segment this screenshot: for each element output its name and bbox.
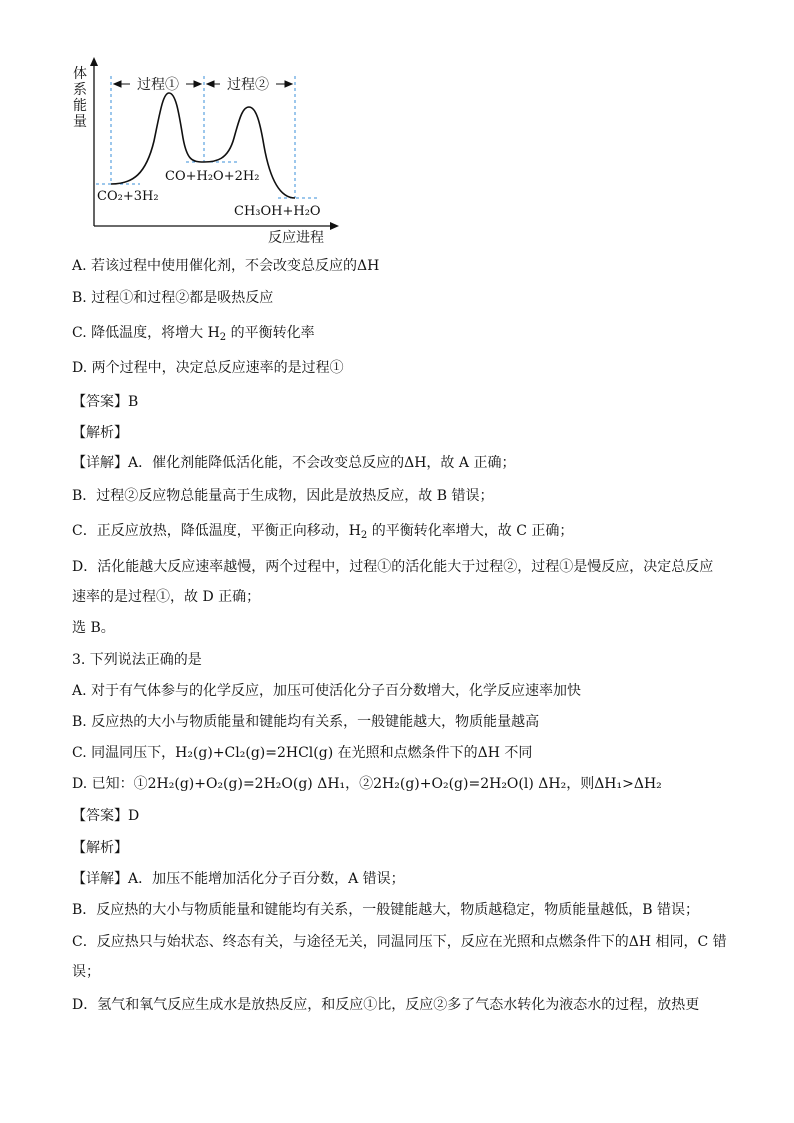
q2-detail-3: [72, 521, 792, 546]
q2-detail-4: D．活化能越大反应速率越慢，两个过程中，过程①的活化能大于过程②，过程①是慢反应，决定总反应: [72, 559, 714, 575]
q2-option-b: B. 过程①和过程②都是吸热反应: [72, 290, 274, 306]
q2-option-c: [72, 323, 792, 348]
state-intermediate: CO+H₂O+2H₂: [165, 169, 260, 184]
q3-option-d: D. 已知：①2H₂(g)+O₂(g)=2H₂O(g) ΔH₁，②2H₂(g)+O₂(g)=2H₂O(l) ΔH₂，则ΔH₁>ΔH₂: [72, 776, 662, 792]
y-axis-label-char: 体: [73, 66, 87, 82]
y-axis-label-char: 能: [73, 98, 87, 114]
q3-option-b: B. 反应热的大小与物质能量和键能均有关系，一般键能越大，物质能量越高: [72, 714, 540, 730]
q2-option-c-post: 的平衡转化率: [226, 325, 315, 341]
q2-option-d: D. 两个过程中，决定总反应速率的是过程①: [72, 360, 344, 376]
q3-answer: 【答案】D: [72, 808, 140, 824]
q3-detail-3b: 误；: [72, 964, 100, 980]
q2-detail-3-post: 的平衡转化率增大，故 C 正确；: [367, 523, 574, 539]
q2-detail-3-pre: C．正反应放热，降低温度，平衡正向移动，H: [72, 523, 361, 539]
process2-label: 过程②: [227, 77, 269, 93]
state-final: CH₃OH+H₂O: [234, 204, 321, 219]
x-axis-arrow: [330, 222, 339, 230]
state-initial: CO₂+3H₂: [97, 189, 159, 204]
y-axis-arrow: [90, 57, 98, 66]
q2-option-c-sub: 2: [219, 332, 227, 343]
x-axis-label: 反应进程: [268, 230, 324, 246]
q2-answer: 【答案】B: [72, 394, 139, 410]
q2-detail-3-sub: 2: [360, 530, 368, 541]
q3-option-a: A. 对于有气体参与的化学反应，加压可使活化分子百分数增大，化学反应速率加快: [72, 683, 582, 699]
q3-detail-4: D．氢气和氧气反应生成水是放热反应，和反应①比，反应②多了气态水转化为液态水的过程，放热更: [72, 997, 700, 1013]
q2-detail-1: 【详解】A．催化剂能降低活化能，不会改变总反应的ΔH，故 A 正确；: [72, 455, 516, 471]
q3-detail-3: C．反应热只与始状态、终态有关，与途径无关，同温同压下，反应在光照和点燃条件下的ΔH 相同，C 错: [72, 934, 727, 950]
q2-option-a: A. 若该过程中使用催化剂，不会改变总反应的ΔH: [72, 258, 380, 274]
q3-analysis-heading: 【解析】: [72, 840, 128, 856]
q3-detail-1: 【详解】A．加压不能增加活化分子百分数，A 错误；: [72, 871, 405, 887]
q2-analysis-heading: 【解析】: [72, 425, 128, 441]
y-axis-label-char: 量: [73, 114, 87, 130]
y-axis-label-char: 系: [73, 82, 87, 98]
energy-diagram: [68, 56, 358, 246]
q2-detail-2: B．过程②反应物总能量高于生成物，因此是放热反应，故 B 错误；: [72, 488, 494, 504]
q3-detail-2: B．反应热的大小与物质能量和键能均有关系，一般键能越大，物质越稳定，物质能量越低，B 错误；: [72, 902, 700, 918]
q3-stem: 3. 下列说法正确的是: [72, 652, 202, 668]
y-axis-label: [73, 65, 87, 130]
q2-choose: 选 B。: [72, 620, 115, 636]
q2-option-c-pre: C. 降低温度，将增大 H: [72, 325, 220, 341]
q3-option-c: C. 同温同压下，H₂(g)+Cl₂(g)=2HCl(g) 在光照和点燃条件下的ΔH 不同: [72, 745, 533, 761]
process1-label: 过程①: [137, 77, 179, 93]
q2-detail-5: 速率的是过程①，故 D 正确；: [72, 589, 261, 605]
